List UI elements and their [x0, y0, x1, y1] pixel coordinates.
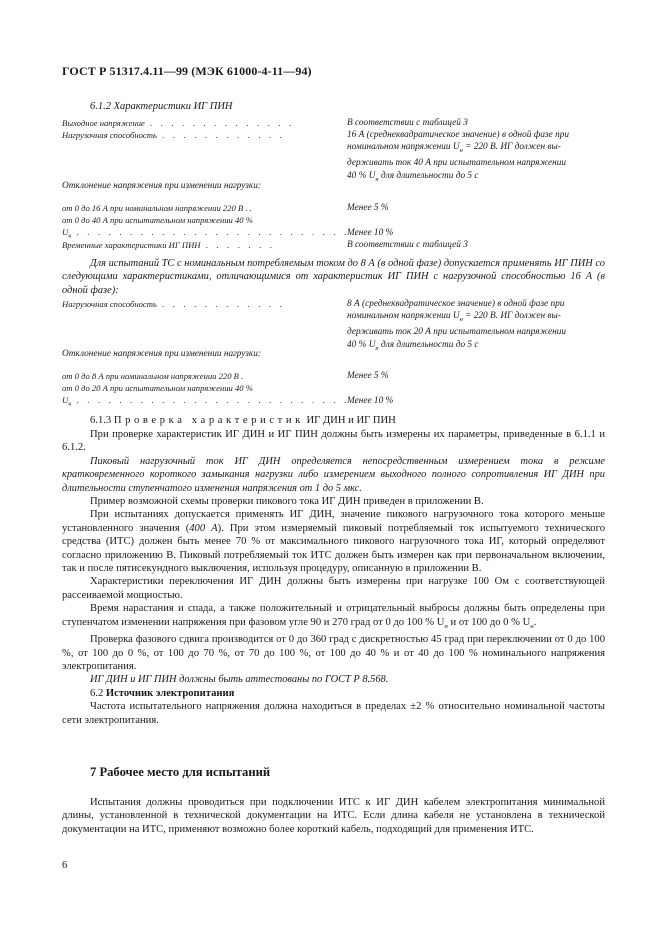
special-case-paragraph: Для испытаний ТС с номинальным потребляемым током до 8 А (в одной фазе) допускается применять ИГ ПИН со следующими характеристиками, отличающимися от характеристик ИГ ПИН с нагрузочной способностью 16 А (в одной фазе): [62, 258, 605, 296]
deviation-title: Отклонение напряжения при изменении нагрузки: [62, 181, 262, 191]
deviation-row-1-label: от 0 до 16 А при номинальном напряжении 220 В . . [62, 203, 252, 213]
paragraph: При испытаниях допускается применять ИГ ДИН, значение пикового нагрузочного тока которого меньше установленного значения (400 А). При этом измеряемый пиковый потребляемый ток испытуемого технического средства (ИТС) должен быть менее 70 % от максимального пикового нагрузочного тока ИГ, который определяют согласно приложению В. Пиковый потребляемый ток ИТС должен быть измерен как при первоначальном включении, так и после пятисекундного выключения, используя процедуру, описанную в приложении В. [62, 509, 605, 575]
output-voltage-label: Выходное напряжение . . . . . . . . . . . . . . [62, 118, 295, 128]
deviation-8a-row-1-value: Менее 5 % [347, 371, 389, 381]
deviation-row-2-value: Менее 10 % [347, 228, 394, 238]
page-number: 6 [62, 860, 68, 871]
deviation-8a-row-2-label: от 0 до 20 А при испытательном напряжении 40 % $U_н$ . . . . . . . . . . . . . . . . . . . . . . . . . . . [62, 383, 361, 409]
load-capacity-8a-label: Нагрузочная способность . . . . . . . . . . . . [62, 299, 286, 309]
paragraph: Характеристики переключения ИГ ДИН должны быть измерены при нагрузке 100 Ом с соответствующей рассеиваемой мощностью. [62, 576, 605, 601]
document-header: ГОСТ Р 51317.4.11—99 (МЭК 61000-4-11—94) [62, 64, 312, 78]
paragraph: При проверке характеристик ИГ ДИН и ИГ ПИН должны быть измерены их параметры, приведенные в 6.1.1 и 6.1.2. [62, 429, 605, 454]
section-title-7: 7 Рабочее место для испытаний [90, 765, 271, 779]
subsection-title-6-1-3: 6.1.3 Проверка характеристик ИГ ДИН и ИГ ПИН [90, 415, 396, 426]
load-capacity-value: 16 А (среднеквадратическое значение) в одной фазе при номинальном напряжении $U_н = 220$ В. ИГ должен вы- держивать ток 40 А при испытательном напряжении 40 % $U_н$ для длительности до 5 с [347, 130, 570, 183]
load-capacity-8a-value: 8 А (среднеквадратическое значение) в одной фазе при номинальном напряжении $U_н = 220$ В. ИГ должен вы- держивать ток 20 А при испытательном напряжении 40 % $U_н$ для длительности до 5 с [347, 299, 567, 352]
paragraph: Пиковый нагрузочный ток ИГ ДИН определяется непосредственным измерением тока в режиме кратковременного короткого замыкания нагрузки либо измерением выходного полного сопротивления ИГ ДИН при длительности ступенчатого изменения напряжения от 1 до 5 мкс. [62, 455, 605, 494]
section-6-1-3-body [62, 428, 605, 727]
deviation-row-1-value: Менее 5 % [347, 203, 389, 213]
paragraph: Время нарастания и спада, а также положительный и отрицательный выбросы должны быть определены при ступенчатом изменении напряжения при фазовом угле 90 и 270 град от 0 до 100 % $U_н$ и от 100 до 0 % $U_н$. [62, 603, 605, 630]
output-voltage-value: В соответствии с таблицей 3 [347, 118, 468, 128]
load-capacity-label: Нагрузочная способность . . . . . . . . . . . . [62, 130, 286, 140]
paragraph: ИГ ДИН и ИГ ПИН должны быть аттестованы по ГОСТ Р 8.568. [90, 674, 389, 686]
subsection-title-6-1-2: 6.1.2 Характеристики ИГ ПИН [90, 101, 233, 112]
deviation-8a-row-1-label: от 0 до 8 А при номинальном напряжении 220 В . [62, 371, 244, 381]
subsection-title-6-2: 6.2 Источник электропитания [90, 687, 235, 699]
section-7-paragraph: Испытания должны проводиться при подключении ИТС к ИГ ДИН кабелем электропитания минимальной длины, установленной в технической документации на ИТС. Если длина кабеля не установлена в технической документации на ИТС, применяют возможно более короткий кабель, подходящий для применения ИТС. [62, 797, 605, 835]
paragraph: Проверка фазового сдвига производится от 0 до 360 град с дискретностью 45 град при переключении от 0 до 100 %, от 100 до 0 %, от 100 до 70 %, от 70 до 100 %, от 100 до 40 % и от 40 до 100 % номинального напряжения электропитания. [62, 634, 605, 673]
time-characteristics-value: В соответствии с таблицей 3 [347, 240, 468, 250]
paragraph: Пример возможной схемы проверки пикового тока ИГ ДИН приведен в приложении В. [90, 496, 484, 508]
paragraph: Частота испытательного напряжения должна находиться в пределах ±2 % относительно номинальной частоты сети электропитания. [62, 701, 605, 726]
deviation-8a-title: Отклонение напряжения при изменении нагрузки: [62, 349, 262, 359]
deviation-8a-row-2-value: Менее 10 % [347, 396, 394, 406]
time-characteristics-label: Временные характеристики ИГ ПИН . . . . . . . [62, 240, 276, 250]
deviation-row-2-label: от 0 до 40 А при испытательном напряжении 40 % $U_н$ . . . . . . . . . . . . . . . . . . . . . . . . . . . [62, 215, 361, 241]
